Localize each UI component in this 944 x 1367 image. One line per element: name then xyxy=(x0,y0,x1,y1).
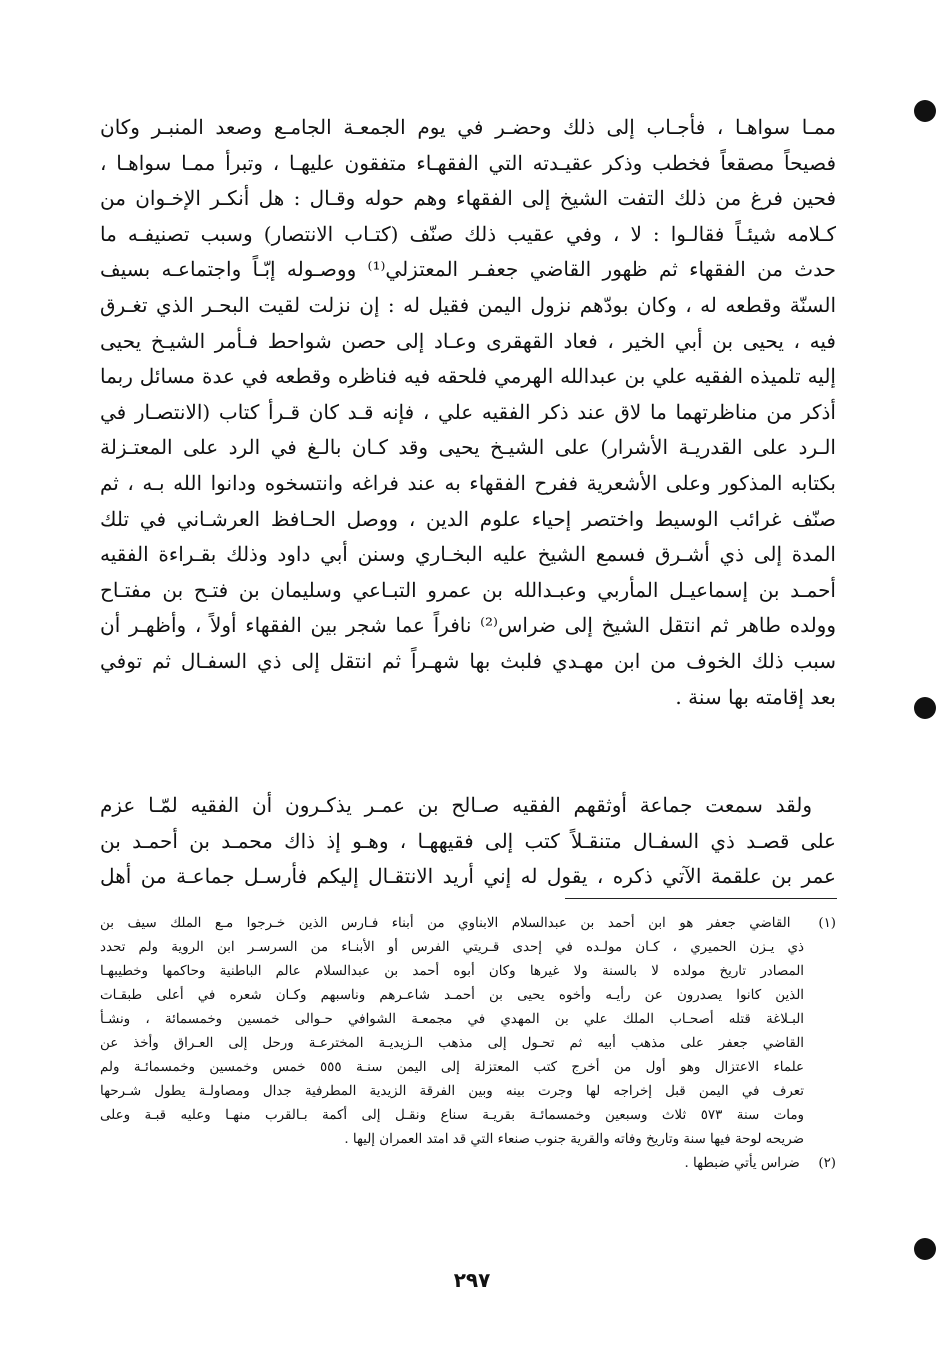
footnote-1-line: البـلاغة قتله أصحـاب الملك علي بن المهدي في مجمعـة الشوافي حـوالى خمسين وخمسمائة ، ونشـأ xyxy=(100,1012,804,1027)
text-line: ولقد سمعت جماعة أوثقهم الفقيه صـالح بن عمـر يذكـرون أن الفقيه لمّـا عزم xyxy=(100,793,812,817)
footnote-1-line: القاضي جعفر على مذهب أبيه ثم تحـول إلى مذهب الـزيديـة المخترعـة ورحل إلى العـراق وأخذ عن xyxy=(100,1036,804,1051)
text-line: بعد إقامته بها سنة . xyxy=(675,684,836,709)
text-line: المدة إلى ذي أشـرق فسمع الشيخ عليه البخـاري وسنن أبي داود وذلك بقـراءة الفقيه xyxy=(100,542,836,567)
text-line: حدث من الفقهاء ثم ظهور القاضي جعفـر المعتزلي⁽¹⁾ ووصـوله إبّـاً واجتماعـه بسيف xyxy=(100,257,836,282)
text-line: ممـا سواهـا ، فأجـاب إلى ذلك وحضـر في يوم الجمعـة الجامـع وصعد المنبـر وكان xyxy=(100,115,836,139)
margin-dot-icon xyxy=(914,697,936,719)
paragraph-2 xyxy=(100,788,836,895)
footnote-1-line: الذين كانوا يصدرون عن رأيـه وأخوه يحيى بن أحمـد شاعـرهم وناسبهم وكـان شعره في أعلى طبقـات xyxy=(100,988,804,1003)
margin-dot-icon xyxy=(914,1238,936,1260)
text-line: عمر بن علقمة الآتي ذكره ، يقول له إني أريد الانتقـال إليكم فأرسـل جماعـة من أهل xyxy=(100,864,836,889)
text-line: الـرد على القدريـة الأشرار) على الشيـخ يحيى وقد كـان بالـغ في الرد على المعتـزلة xyxy=(100,435,836,460)
footnote-1-line: ذي يـزن الحميري ، كـان مولـده في إحدى قـريتي الفرس أو الأبنـاء من السرسـر ابن الروية ولم تحدد xyxy=(100,940,804,955)
footnote-1-line: ومات سنة ٥٧٣ ثلاث وسبعين وخمسمائـة بقريـة سناع ونقـل إلى أكمة بـالقرب منهـا وعليه قبـة وعلى xyxy=(100,1108,805,1123)
footnote-1-line: المصادر تاريخ مولده لا بالسنة ولا غيرها وكان أبوه أحمد بن عبدالسلام عالم الباطنية وحاكمها وخطيبهـا xyxy=(100,964,804,979)
footnote-1-line xyxy=(100,912,836,936)
footnote-number: (٢) xyxy=(818,1156,836,1171)
text-line: أذكر من مناظرتهما ما لاق عند ذكر الفقيه علي ، فإنه قـد كان قـرأ كتاب (الانتصـار في xyxy=(100,399,836,424)
text-line: كـلامه شيئـاً فقالـوا : لا ، وفي عقيب ذلك صنّف (كتـاب الانتصار) وسبب تصنيفـه ما xyxy=(100,221,836,246)
text-line: بكتابه المذكور وعلى الأشعرية ففرح الفقهاء به عند فراغه وانتسخوه ودانوا الله بـه ، ثم xyxy=(100,470,836,495)
text-line: صنّف غرائب الوسيط واختصر إحياء علوم الدين ، ووصل الحـافظ العرشـاني في تلك xyxy=(100,506,836,531)
footnotes xyxy=(100,912,836,1176)
text-line: السنّة وقطعه له ، وكان بودّهم نزول اليمن فقيل له : إن نزلت لقيت البحـر الذي تغـرق xyxy=(100,292,836,317)
footnote-2-line xyxy=(100,1152,836,1176)
text-line: فحين فرغ من ذلك التفت الشيخ إلى الفقهاء وهم حوله وقـال : هل أنكـر الإخـوان من xyxy=(100,186,836,211)
text-line: على قصـد ذي السفـال متنقـلاً كتب إلى فقيههـا ، وهـو إذ ذاك محمـد بن أحمـد بن xyxy=(100,828,836,853)
page-number: ٢٩٧ xyxy=(453,1268,491,1292)
footnote-1-line: ضريحه لوحة فيها سنة وتاريخ وفاته والقرية جنوب صنعاء التي قد امتد العمران إليها . xyxy=(344,1132,804,1147)
text-line: أحمـد بن إسماعيـل المأربي وعبـدالله بن عمرو التبـاعي وسليمان بن فتـح بن مفتـاح xyxy=(100,577,836,602)
text-line: سبب ذلك الخوف من ابن مهـدي فلبث بها شهـراً ثم انتقل إلى ذي السفـال ثم توفي xyxy=(100,648,836,673)
text-line: إليه تلميذه الفقيه علي بن عبدالله الهرمي فلحقه فيه فناظره وقطعه في عدة مسائل ربما xyxy=(100,364,836,389)
text-line: وولده طاهر ثم انتقل الشيخ إلى ضراس⁽²⁾ نافراً عما شجر بين الفقهاء أولاً ، وأظهـر أن xyxy=(100,613,836,638)
paragraph-1 xyxy=(100,110,836,715)
text-line: فيه ، يحيى بن أبي الخير ، فعاد القهقرى وعـاد إلى حصن شواحط فـأمر الشيـخ يحيى xyxy=(100,328,836,353)
footnote-1-line: تعرف في اليمن قبل إخراجه لها وجرت بينه وبين الفرقة الزيدية المطرفية جدال ومصاولـة يطول شـرحها xyxy=(100,1084,804,1099)
footnote-text: القاضي جعفر هو ابن أحمد بن عبدالسلام الابناوي من أبناء فـارس الذين خـرجوا مـع الملك سيف بن xyxy=(100,916,791,931)
margin-dot-icon xyxy=(914,100,936,122)
footnote-1-line: علماء الاعتزال وهو أول من أخرج كتب المعتزلة إلى اليمن سنـة ٥٥٥ خمس وخمسين وخمسمائـة ولم xyxy=(100,1060,804,1075)
footnote-divider xyxy=(565,898,837,899)
footnote-text: ضراس يأتي ضبطها . xyxy=(684,1156,800,1171)
text-line: فصيحاً مصقعاً فخطب وذكر عقيـدته التي الفقهـاء متفقون عليهـا ، وتبرأ ممـا سواهـا ، xyxy=(100,150,836,175)
footnote-number: (١) xyxy=(818,916,836,931)
